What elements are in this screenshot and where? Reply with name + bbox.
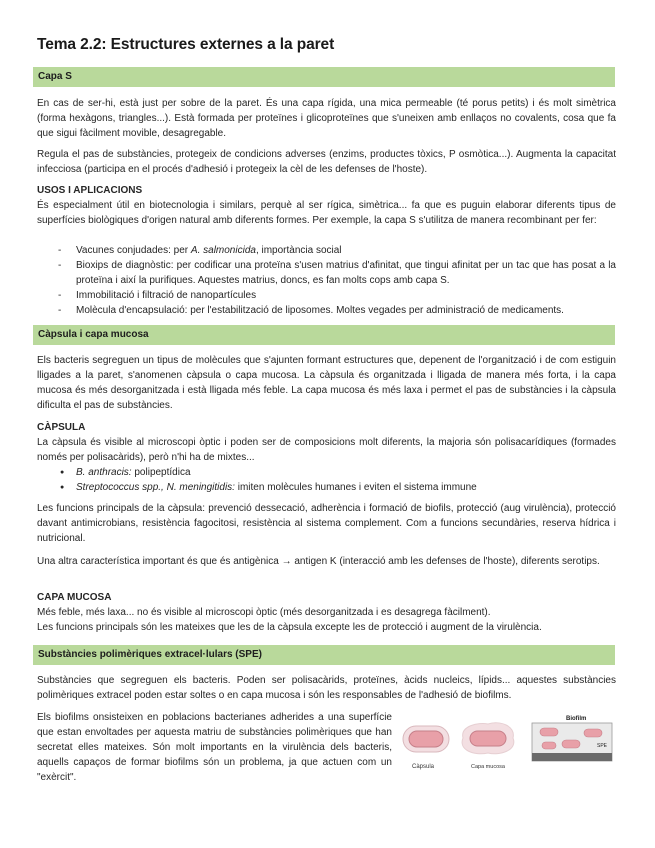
capsula-paragraph: La càpsula és visible al microscopi òptic i poden ser de composicions molt diferents, la majoria són polisacarídiques (formades només per polisacàrids), però n'hi ha de mixtes... [37, 437, 616, 463]
usos-paragraph: És especialment útil en biotecnologia i similars, perquè al ser rígica, simètrica... fa que es puguin elaborar diferents tipus de superfícies biològiques d'origen natural amb diferents formes. Per exemple, la capa S s'utilitza de manera recombinant per fer: [37, 200, 616, 226]
section-heading-spe: Substàncies polimèriques extracel·lulars (SPE) [33, 645, 615, 665]
spe-paragraph-1: Substàncies que segreguen els bacteris. Poden ser polisacàrids, proteïnes, àcids nucleics, lípids... aquestes substàncies polimèriques extracel poden estar soltes o en capa mucosa i són les responsables de l'adhesió de biofilms. [37, 675, 616, 701]
spe-figure-label: SPE [597, 743, 608, 749]
biofilm-figure-label: Biofilm [566, 716, 587, 722]
mucosa-line-2: Les funcions principals són les mateixes que les de la càpsula excepte les de protecció i augment de la virulència. [37, 622, 542, 633]
spe-paragraph-2: Els biofilms onsisteixen en poblacions bacterianes adherides a una superfície que estan envoltades per aquesta matriu de substàncies polimèriques que han secretat elles mateixes. Són molt importants en la virulència dels bacteris, aquells capaços de formar biofilms són un problema, ja que actuen com un "exèrcit". [37, 712, 392, 783]
capa-s-paragraph-2: Regula el pas de substàncies, protegeix de condicions adverses (enzims, productes tòxics, P osmòtica...). Augmenta la capacitat infecciosa (participa en el procés d'adhesió i protegeix la cèl de les defenses de l'hoste). [37, 149, 616, 175]
section-heading-capsula: Càpsula i capa mucosa [33, 325, 615, 345]
list-item: ● Streptococcus spp., N. meningitidis: imiten molècules humanes i eviten el sistema immune [58, 480, 616, 495]
mucosa-heading: CAPA MUCOSA [37, 592, 112, 603]
usos-heading: USOS I APLICACIONS [37, 185, 143, 196]
capsula-paragraph-3: Una altra característica important és que és antigènica → antigen K (interacció amb les defenses de l'hoste), diferents serotips. [37, 556, 600, 567]
list-item: - Immobilitació i filtració de nanopartícules [58, 288, 616, 303]
capsula-list [58, 465, 616, 495]
list-item: - Bioxips de diagnòstic: per codificar una proteïna s'usen matrius d'afinitat, que tingui afinitat per un tac que has posat a la proteïna i així la purifiques. Aquestes matrius, doncs, es fan molts cops amb capa S. [58, 258, 616, 288]
section-heading-capa-s: Capa S [33, 67, 615, 87]
capsula-heading: CÀPSULA [37, 422, 86, 433]
capa-s-paragraph-1: En cas de ser-hi, està just per sobre de la paret. És una capa rígida, una mica permeable (té porus petits) i és molt simètrica (forma hexàgons, triangles...). Està formada per proteïnes i glicoproteïnes que s'uneixen amb enllaços no covalents, cosa que fa que sigui fàcilment movible, desagregable. [37, 98, 616, 139]
capsule-cell-illustration [403, 726, 449, 752]
usos-list [58, 243, 616, 318]
biofilm-illustration [532, 723, 612, 761]
capsula-paragraph-1: Els bacteris segreguen un tipus de molècules que s'ajunten formant estructures que, depenent de l'organització i de com estiguin lligades a la paret, s'anomenen càpsula o capa mucosa. La càpsula és organitzada i lligada de manera més forta, i la capa mucosa és més desorganitzada i està lligada més feble. La capa mucosa és més laxa i permet el pas de substàncies i la càpsula dificulta el pas de substàncies. [37, 355, 616, 411]
capsula-paragraph-2: Les funcions principals de la càpsula: prevenció dessecació, adherència i formació de biofils, protecció (aug virulència), protecció davant antimicrobians, resistència fagocitosi, resistència al sistema complement. Com a funcions secundàries, reserva hídrica i nutricional. [37, 503, 616, 544]
capsula-figure-label: Càpsula [412, 764, 435, 770]
capsule-biofilm-figure [400, 714, 620, 784]
page-title: Tema 2.2: Estructures externes a la paret [37, 36, 335, 53]
mucosa-figure-label: Capa mucosa [471, 764, 505, 770]
list-item: ● B. anthracis: polipeptídica [58, 465, 616, 480]
list-item: - Molècula d'encapsulació: per l'estabilització de liposomes. Moltes vegades per administració de medicaments. [58, 303, 616, 318]
mucosa-line-1: Més feble, més laxa... no és visible al microscopi òptic (més desorganitzada i es desagrega fàcilment). [37, 607, 491, 618]
mucosa-cell-illustration [462, 723, 514, 754]
list-item: - Vacunes conjudades: per A. salmonicida, importància social [58, 243, 616, 258]
